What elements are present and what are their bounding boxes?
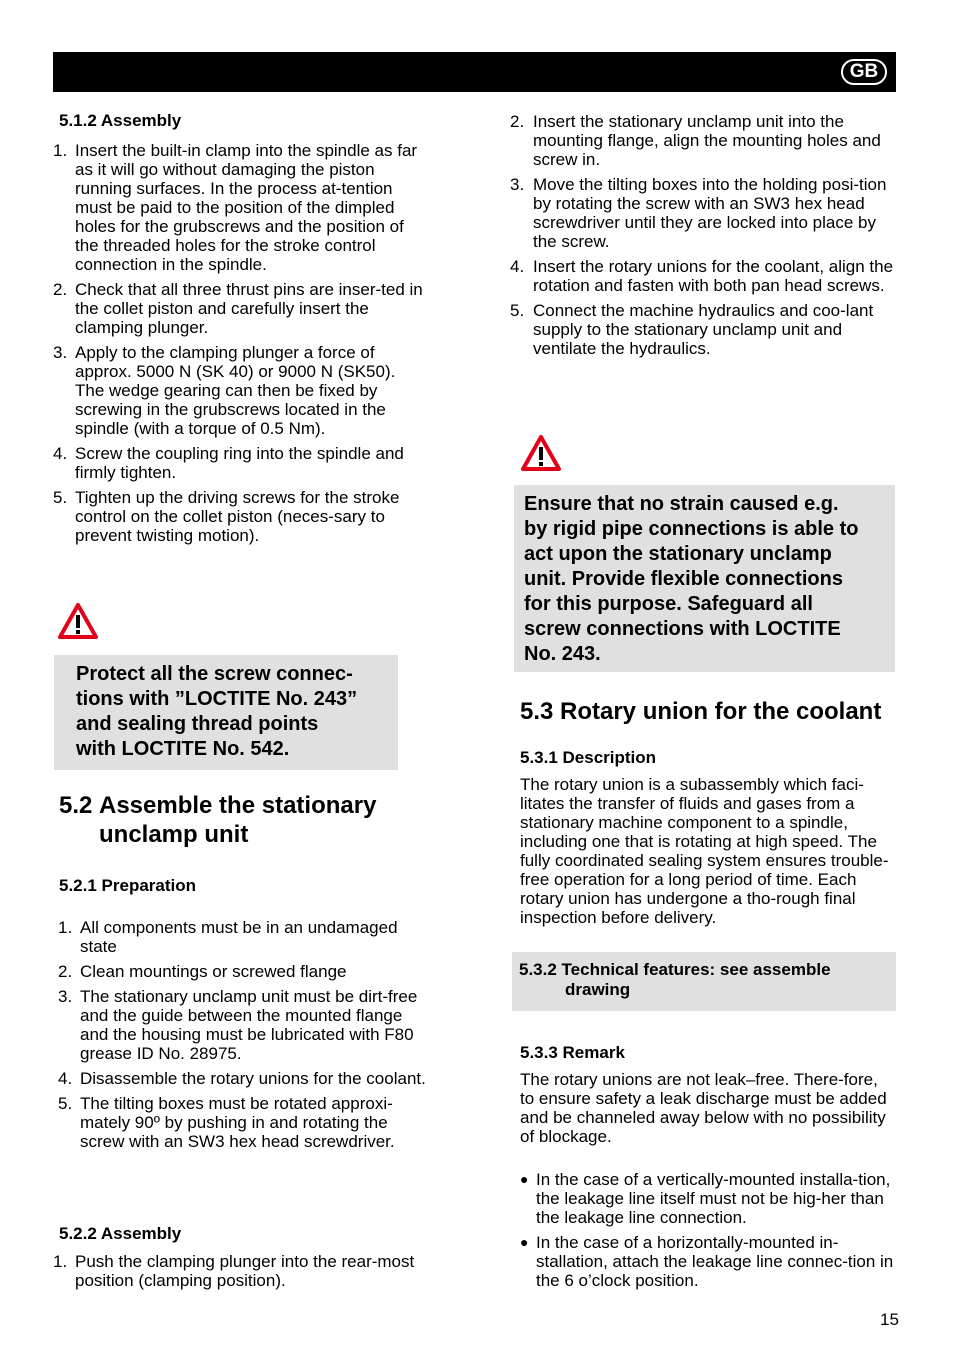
warning-line: No. 243. [524,643,601,665]
section-number: 5.2 [59,792,93,819]
heading-5-3 [520,697,900,726]
list-item: 5. Tighten up the driving screws for the stroke control on the collet piston (neces-sary to prevent twisting motion). [53,488,400,545]
remark-bullets [520,1170,896,1296]
warning-line: tions with ”LOCTITE No. 243” [76,688,358,710]
warning-box-strain [514,485,895,672]
heading-5-2-2: 5.2.2 Assembly [59,1224,182,1243]
list-item: ● In the case of a horizontally-mounted in-stallation, attach the leakage line connec-tion in the 6 o’clock position. [520,1233,894,1290]
warning-line: by rigid pipe connections is able to [524,518,859,540]
list-item: ● In the case of a vertically-mounted installa-tion, the leakage line itself must not be hig-her than the leakage line connection. [520,1170,891,1227]
warning-line: act upon the stationary unclamp [524,543,832,565]
heading-5-2-1: 5.2.1 Preparation [59,876,197,895]
list-item: 3. Apply to the clamping plunger a force of approx. 5000 N (SK 40) or 9000 N (SK50). The wedge gearing can then be fixed by screwing in the grubscrews located in the spindle (with a torque of 0.5 Nm). [53,343,396,438]
description-paragraph: The rotary union is a subassembly which faci-litates the transfer of fluids and gases from a stationary machine component to a spindle, including one that is rotating at high speed. The fully coordinated sealing system ensures trouble-free operation for a long period of time. Each rotary union has undergone a tho-rough final inspection before delivery. [520,775,889,927]
assembly-steps-5-2-2 [53,1252,425,1296]
list-item: 2. Clean mountings or screwed flange [58,962,347,981]
heading-5-3-1: 5.3.1 Description [520,748,657,767]
heading-5-3-3: 5.3.3 Remark [520,1043,625,1062]
warning-line: with LOCTITE No. 542. [76,738,290,760]
warning-line: unit. Provide flexible connections [524,568,843,590]
list-item: 1. All components must be in an undamaged state [58,918,398,956]
warning-line: screw connections with LOCTITE [524,618,841,640]
warning-line: Protect all the screw connec- [76,663,353,685]
list-item: 2. Insert the stationary unclamp unit into the mounting flange, align the mounting holes and screw in. [510,112,881,169]
list-item: 2. Check that all three thrust pins are inser-ted in the collet piston and carefully insert the clamping plunger. [53,280,423,337]
technical-features-bar [512,952,896,1011]
assembly-steps-5-1-2 [53,141,425,551]
heading-5-2 [59,791,419,849]
warning-triangle-icon [57,602,99,640]
section-title: Assemble the stationary unclamp unit [99,792,377,848]
list-item: 1. Push the clamping plunger into the rear-most position (clamping position). [53,1252,415,1290]
technical-features-heading-cont: drawing [565,980,631,999]
preparation-steps-5-2-1 [58,918,428,1157]
list-item: 3. The stationary unclamp unit must be dirt-free and the guide between the mounted flange and the housing must be lubricated with F80 grease ID No. 28975. [58,987,418,1063]
list-item: 5. The tilting boxes must be rotated approxi-mately 90º by pushing in and rotating the screw with an SW3 hex head screwdriver. [58,1094,395,1151]
list-item: 4. Disassemble the rotary unions for the coolant. [58,1069,426,1088]
list-item: 3. Move the tilting boxes into the holding posi-tion by rotating the screw with an SW3 hex head screwdriver until they are locked into place by the screw. [510,175,887,251]
header-bar [53,52,896,92]
list-item: 4. Screw the coupling ring into the spindle and firmly tighten. [53,444,404,482]
page-number: 15 [880,1310,899,1329]
section-number: 5.3 [520,698,554,725]
section-title: Rotary union for the coolant [560,698,882,725]
list-item: 1. Insert the built-in clamp into the spindle as far as it will go without damaging the piston running surfaces. In the process at-tention must be paid to the position of the dimpled holes for the grubscrews and the position of the threaded holes for the stroke control connection in the spindle. [53,141,418,274]
bullet-icon: ● [520,1171,529,1187]
remark-paragraph: The rotary unions are not leak–free. There-fore, to ensure safety a leak discharge must be added and be channeled away below with no possibility of blockage. [520,1070,887,1146]
technical-features-heading: 5.3.2 Technical features: see assemble [519,960,831,979]
warning-triangle-icon [520,434,562,472]
list-item: 4. Insert the rotary unions for the coolant, align the rotation and fasten with both pan head screws. [510,257,894,295]
heading-5-1-2: 5.1.2 Assembly [59,111,182,130]
warning-line: for this purpose. Safeguard all [524,593,813,615]
assembly-steps-continued [510,112,894,364]
warning-box-loctite [54,655,398,770]
warning-line: Ensure that no strain caused e.g. [524,493,839,515]
bullet-icon: ● [520,1234,529,1250]
language-badge: GB [841,59,887,85]
list-item: 5. Connect the machine hydraulics and coo-lant supply to the stationary unclamp unit and ventilate the hydraulics. [510,301,874,358]
warning-line: and sealing thread points [76,713,319,735]
